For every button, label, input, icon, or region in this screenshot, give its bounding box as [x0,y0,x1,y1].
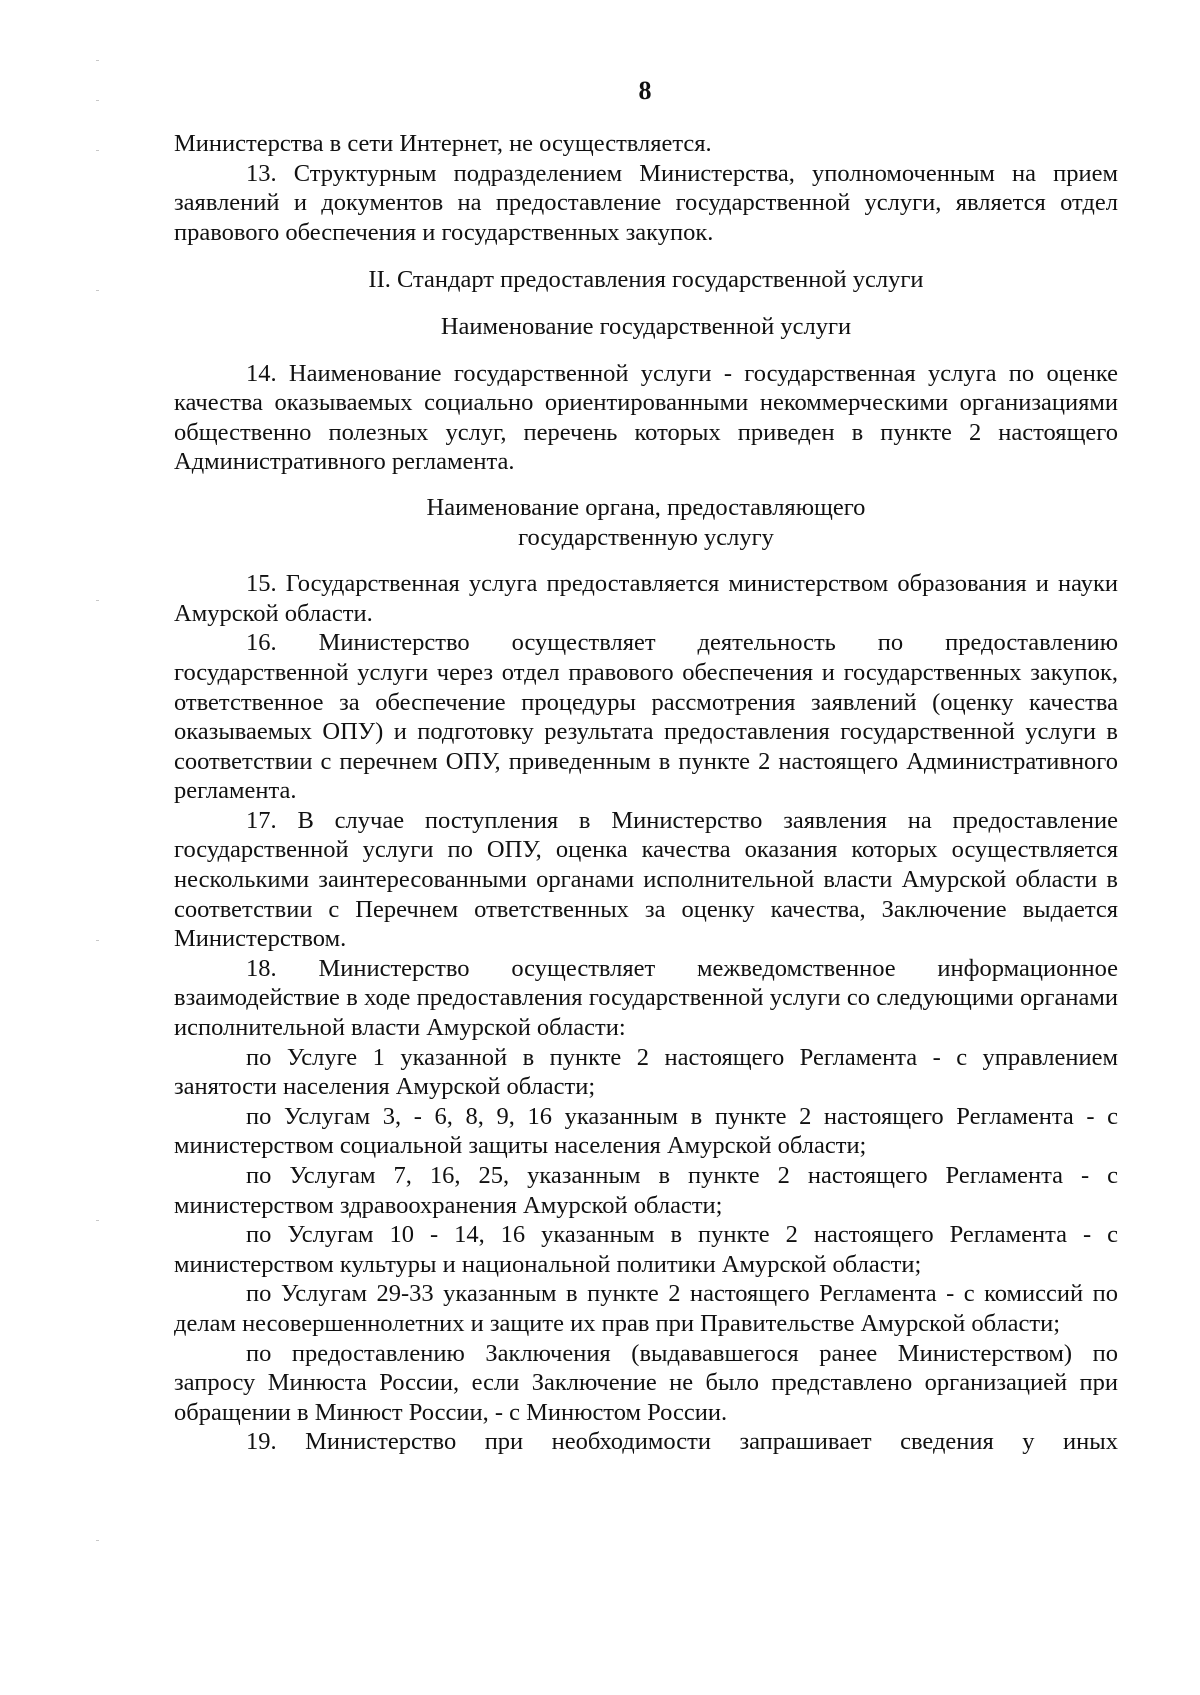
subsection-heading-organ-line-1: Наименование органа, предоставляющего [426,493,866,521]
document-body [174,129,1118,1457]
paragraph-continuation: Министерства в сети Интернет, не осуществляется. [174,130,712,157]
subsection-heading-block-name [174,312,1118,359]
list-item-conclusion-minjust: по предоставлению Заключения (выдававшегося ранее Министерством) по запросу Минюста России, если Заключение не было представлено организацией при обращении в Минюст России, - с Минюстом России. [174,1339,1118,1426]
page-number: 8 [638,76,652,105]
list-item-services-health: по Услугам 7, 16, 25, указанным в пункте 2 настоящего Регламента - с министерством здравоохранения Амурской области; [174,1162,1118,1219]
paragraph-17: 17. В случае поступления в Министерство заявления на предоставление государственной услуги по ОПУ, оценка качества оказания которых осуществляется несколькими заинтересованными органами исполнительной власти Амурской области в соответствии с Перечнем ответственных за оценку качества, Заключение выдается Министерством. [174,806,1118,953]
paragraph-19: 19. Министерство при необходимости запрашивает сведения у иных [246,1428,1118,1456]
paragraph-15: 15. Государственная услуга предоставляется министерством образования и науки Амурской области. [174,570,1118,627]
section-heading-block [174,247,1118,312]
section-heading: II. Стандарт предоставления государственной услуги [368,266,924,294]
paragraph-13: 13. Структурным подразделением Министерства, уполномоченным на прием заявлений и документов на предоставление государственной услуги, является отдел правового обеспечения и государственных закупок. [174,159,1118,246]
paragraph-16: 16. Министерство осуществляет деятельность по предоставлению государственной услуги через отдел правового обеспечения и государственных закупок, ответственное за обеспечение процедуры рассмотрения заявлений (оценку качества оказываемых ОПУ) и подготовку результата предоставления государственной услуги в соответствии с перечнем ОПУ, приведенным в пункте 2 настоящего Административного регламента. [174,629,1118,805]
paragraph-18: 18. Министерство осуществляет межведомственное информационное взаимодействие в ходе предоставления государственной услуги со следующими органами исполнительной власти Амурской области: [174,954,1118,1042]
list-item-services-minors: по Услугам 29-33 указанным в пункте 2 настоящего Регламента - с комиссий по делам несовершеннолетних и защите их прав при Правительстве Амурской области; [174,1280,1118,1337]
subsection-heading-block-organ [174,477,1118,569]
list-item-services-social: по Услугам 3, - 6, 8, 9, 16 указанным в пункте 2 настоящего Регламента - с министерством социальной защиты населения Амурской области; [174,1102,1118,1160]
paragraph-14: 14. Наименование государственной услуги - государственная услуга по оценке качества оказываемых социально ориентированными некоммерческими организациями общественно полезных услуг, перечень которых приведен в пункте 2 настоящего Административного регламента. [174,359,1118,476]
scan-margin-marks [96,40,106,1640]
subsection-heading-service-name: Наименование государственной услуги [440,312,852,340]
list-item-service-1: по Услуге 1 указанной в пункте 2 настоящего Регламента - с управлением занятости населения Амурской области; [174,1043,1118,1101]
subsection-heading-organ-line-2: государственную услугу [518,523,774,551]
list-item-services-culture: по Услугам 10 - 14, 16 указанным в пункте 2 настоящего Регламента - с министерством культуры и национальной политики Амурской области; [174,1221,1118,1278]
